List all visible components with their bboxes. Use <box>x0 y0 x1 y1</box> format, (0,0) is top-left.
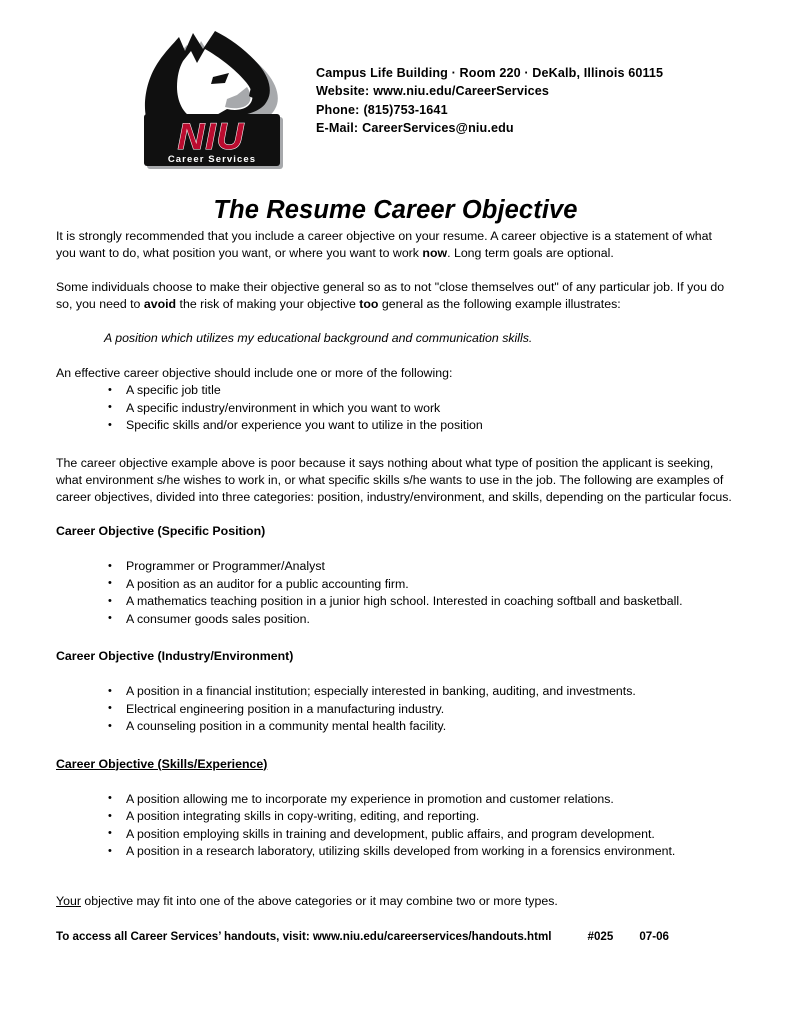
effective-objective-lead: An effective career objective should include one or more of the following: <box>56 366 453 381</box>
contact-address: Campus Life Building · Room 220 · DeKalb, Illinois 60115 <box>316 66 664 80</box>
explanation-paragraph: The career objective example above is poor because it says nothing about what type of position the applicant is seeking, what environment s/he wishes to work in, or what specific skills s/he wants to use in the job. The following are examples of career objectives, divided into three categories: position, industry/environment, and skills, depending on the particular focus. <box>56 455 732 505</box>
spacer <box>56 877 732 893</box>
spacer <box>56 861 732 877</box>
intro-paragraph-2 <box>56 279 732 314</box>
section-heading-skills-experience: Career Objective (Skills/Experience) <box>56 756 268 771</box>
weak-objective-example: A position which utilizes my educational background and communication skills. <box>104 330 533 345</box>
list-item: • A position in a financial institution; especially interested in banking, auditing, and investments. <box>56 683 732 700</box>
email-value[interactable]: CareerServices@niu.edu <box>362 121 514 136</box>
list-item: • A specific job title <box>56 382 732 399</box>
svg-text:NIU: NIU <box>177 116 245 157</box>
closing-emphasis-your: Your <box>56 893 81 908</box>
closing-text: objective may fit into one of the above categories or it may combine two or more types. <box>80 893 558 908</box>
intro-p2-emphasis-avoid: avoid <box>143 297 177 312</box>
intro-p1-text-b: . Long term goals are optional. <box>447 246 614 261</box>
list-item: • A position integrating skills in copy-writing, editing, and reporting. <box>56 808 732 825</box>
list-item: • A position employing skills in training and development, public affairs, and program development. <box>56 826 732 843</box>
contact-email <box>316 119 663 137</box>
intro-p2-text-b: the risk of making your objective <box>176 297 360 312</box>
intro-p2-text-a: Some individuals choose to make their objective general so as to not "close themselves out" of any particular job. If you do so, you need to <box>56 279 725 312</box>
section-heading-specific-position: Career Objective (Specific Position) <box>56 523 266 538</box>
niu-husky-logo <box>139 25 291 177</box>
list-item: • A counseling position in a community mental health facility. <box>56 718 732 735</box>
page-title: The Resume Career Objective <box>213 196 578 225</box>
intro-p1-emphasis-now: now <box>422 246 448 261</box>
phone-label: Phone: <box>316 102 360 117</box>
list-item: • A mathematics teaching position in a junior high school. Interested in coaching softball and basketball. <box>56 593 732 610</box>
intro-p2-emphasis-too: too <box>359 297 379 312</box>
footer-handout-number: #025 <box>587 930 614 943</box>
contact-block <box>316 64 663 138</box>
document-footer <box>56 930 669 943</box>
document-body <box>56 228 732 910</box>
specific-position-list <box>56 558 732 628</box>
intro-p2-text-c: general as the following example illustrates: <box>378 297 621 312</box>
list-item: • A consumer goods sales position. <box>56 611 732 628</box>
website-label: Website: <box>316 84 370 99</box>
footer-handouts-text[interactable]: To access all Career Services’ handouts, visit: www.niu.edu/careerservices/handouts.html <box>56 930 552 943</box>
list-item: • A position in a research laboratory, utilizing skills developed from working in a forensics environment. <box>56 843 732 860</box>
intro-paragraph-1 <box>56 228 732 263</box>
spacer <box>56 628 732 648</box>
email-label: E-Mail: <box>316 121 359 136</box>
list-item: • Electrical engineering position in a manufacturing industry. <box>56 701 732 718</box>
list-item: • Programmer or Programmer/Analyst <box>56 558 732 575</box>
contact-phone <box>316 101 663 119</box>
effective-objective-list <box>56 382 732 434</box>
spacer <box>56 435 732 455</box>
phone-value: (815)753-1641 <box>363 102 448 117</box>
spacer <box>56 736 732 756</box>
spacer <box>56 773 732 791</box>
section-heading-industry-environment: Career Objective (Industry/Environment) <box>56 648 294 663</box>
list-item: • A position allowing me to incorporate my experience in promotion and customer relations. <box>56 791 732 808</box>
industry-environment-list <box>56 683 732 735</box>
spacer <box>56 665 732 683</box>
document-header <box>0 22 791 177</box>
closing-paragraph <box>56 893 732 910</box>
contact-website <box>316 82 663 100</box>
list-item: • A specific industry/environment in which you want to work <box>56 400 732 417</box>
list-item: • A position as an auditor for a public accounting firm. <box>56 576 732 593</box>
svg-text:Career Services: Career Services <box>167 154 257 165</box>
website-value[interactable]: www.niu.edu/CareerServices <box>373 84 549 99</box>
intro-p1-text-a: It is strongly recommended that you include a career objective on your resume. A career objective is a statement of what you want to do, what position you want, or where you want to work <box>56 229 712 261</box>
skills-experience-list <box>56 791 732 861</box>
footer-revision-date: 07-06 <box>639 930 669 943</box>
list-item: • Specific skills and/or experience you want to utilize in the position <box>56 417 732 434</box>
spacer <box>56 540 732 558</box>
